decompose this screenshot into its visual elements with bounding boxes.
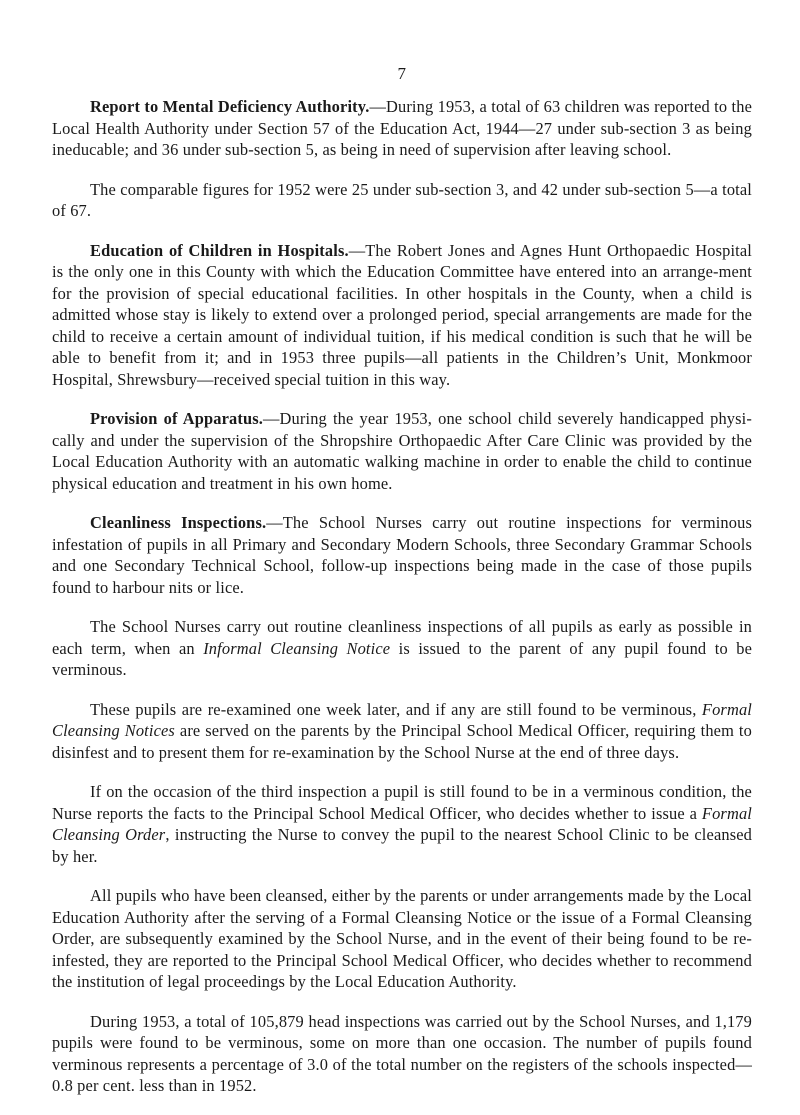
paragraph-body: The School Nurses carry out routine cleanliness inspections of all pupils as early as possible in each term, when an xyxy=(52,617,752,658)
paragraph-education-in-hospitals xyxy=(52,240,752,391)
paragraph-cleanliness-inspections xyxy=(52,512,752,598)
paragraph-mental-deficiency xyxy=(52,96,752,161)
paragraph-formal-order xyxy=(52,781,752,867)
paragraph-heading: Education of Children in Hospitals. xyxy=(90,240,349,260)
paragraph-body: —During 1953, a total of 63 children was reported to the Local Health Authority under Section 57 of the Education Act, 1944—27 under sub-section 3 as being ineducable; and 36 under sub-section 5, as being in need of supervision after leaving school. xyxy=(52,97,752,159)
paragraph-body: —The Robert Jones and Agnes Hunt Orthopaedic Hospital is the only one in this County with which the Education Committee have entered into an arrange-ment for the provision of special educational facilities. In other hospitals in the County, when a child is admitted whose stay is likely to extend over a prolonged period, special arrangements are made for the child to receive a certain amount of individual tuition, if his medical condition is such that he will be able to benefit from it; and in 1953 three pupils—all patients in the Children’s Unit, Monkmoor Hospital, Shrewsbury—received special tuition in this way. xyxy=(52,240,752,389)
paragraph-body: —During the year 1953, one school child severely handicapped physi-cally and under the supervision of the Shropshire Orthopaedic After Care Clinic was provided by the Local Education Authority with an automatic walking machine in order to enable the child to continue physical education and treatment in his own home. xyxy=(52,409,752,493)
paragraph-body: , instructing the Nurse to convey the pupil to the nearest School Clinic to be cleansed by her. xyxy=(52,825,753,866)
paragraph-provision-of-apparatus xyxy=(52,408,752,494)
paragraph-body: The comparable figures for 1952 were 25 under sub-section 3, and 42 under sub-section 5—a total of 67. xyxy=(52,179,752,220)
paragraph-heading: Provision of Apparatus. xyxy=(90,409,264,428)
paragraph-body: All pupils who have been cleansed, either by the parents or under arrangements made by the Local Education Authority after the serving of a Formal Cleansing Notice or the issue of a Formal Cleansing Order, are subsequently examined by the School Nurse, and in the event of their being found to be re-infested, they are reported to the Principal School Medical Officer, who decides whether to recommend the institution of legal proceedings by the Local Education Authority. xyxy=(52,886,752,991)
emphasized-term: Formal Cleansing Notices xyxy=(52,699,752,740)
paragraph-re-infested xyxy=(52,885,752,993)
paragraph-body: These pupils are re-examined one week later, and if any are still found to be verminous, xyxy=(90,699,702,719)
paragraph-heading: Report to Mental Deficiency Authority. xyxy=(90,97,370,116)
paragraph-body: —The School Nurses carry out routine inspections for verminous infestation of pupils in all Primary and Secondary Modern Schools, three Secondary Grammar Schools and one Secondary Technical School, follow-up inspections being made in the case of those pupils found to harbour nits or lice. xyxy=(52,513,752,597)
page-number: 7 xyxy=(397,64,407,83)
paragraph-body: are served on the parents by the Principal School Medical Officer, requiring them to disinfest and to present them for re-examination by the School Nurse at the end of three days. xyxy=(52,721,752,762)
paragraph-body: During 1953, a total of 105,879 head inspections was carried out by the School Nurses, and 1,179 pupils were found to be verminous, some on more than one occasion. The number of pupils found verminous represents a percentage of 3.0 of the total number on the registers of the schools inspected—0.8 per cent. less than in 1952. xyxy=(52,1011,752,1095)
emphasized-term: Formal Cleansing Order xyxy=(52,803,752,844)
paragraph-body: If on the occasion of the third inspection a pupil is still found to be in a verminous condition, the Nurse reports the facts to the Principal School Medical Officer, who decides whether to issue a xyxy=(52,782,752,823)
emphasized-term: Informal Cleansing Notice xyxy=(203,638,391,658)
paragraph-head-inspections xyxy=(52,1011,752,1097)
paragraph-informal-notice xyxy=(52,616,752,681)
paragraph-comparable-figures xyxy=(52,179,752,222)
document-page xyxy=(52,64,752,1115)
paragraph-formal-notices xyxy=(52,699,752,764)
paragraph-heading: Cleanliness Inspections. xyxy=(90,513,267,532)
paragraph-body: is issued to the parent of any pupil found to be verminous. xyxy=(52,638,753,679)
